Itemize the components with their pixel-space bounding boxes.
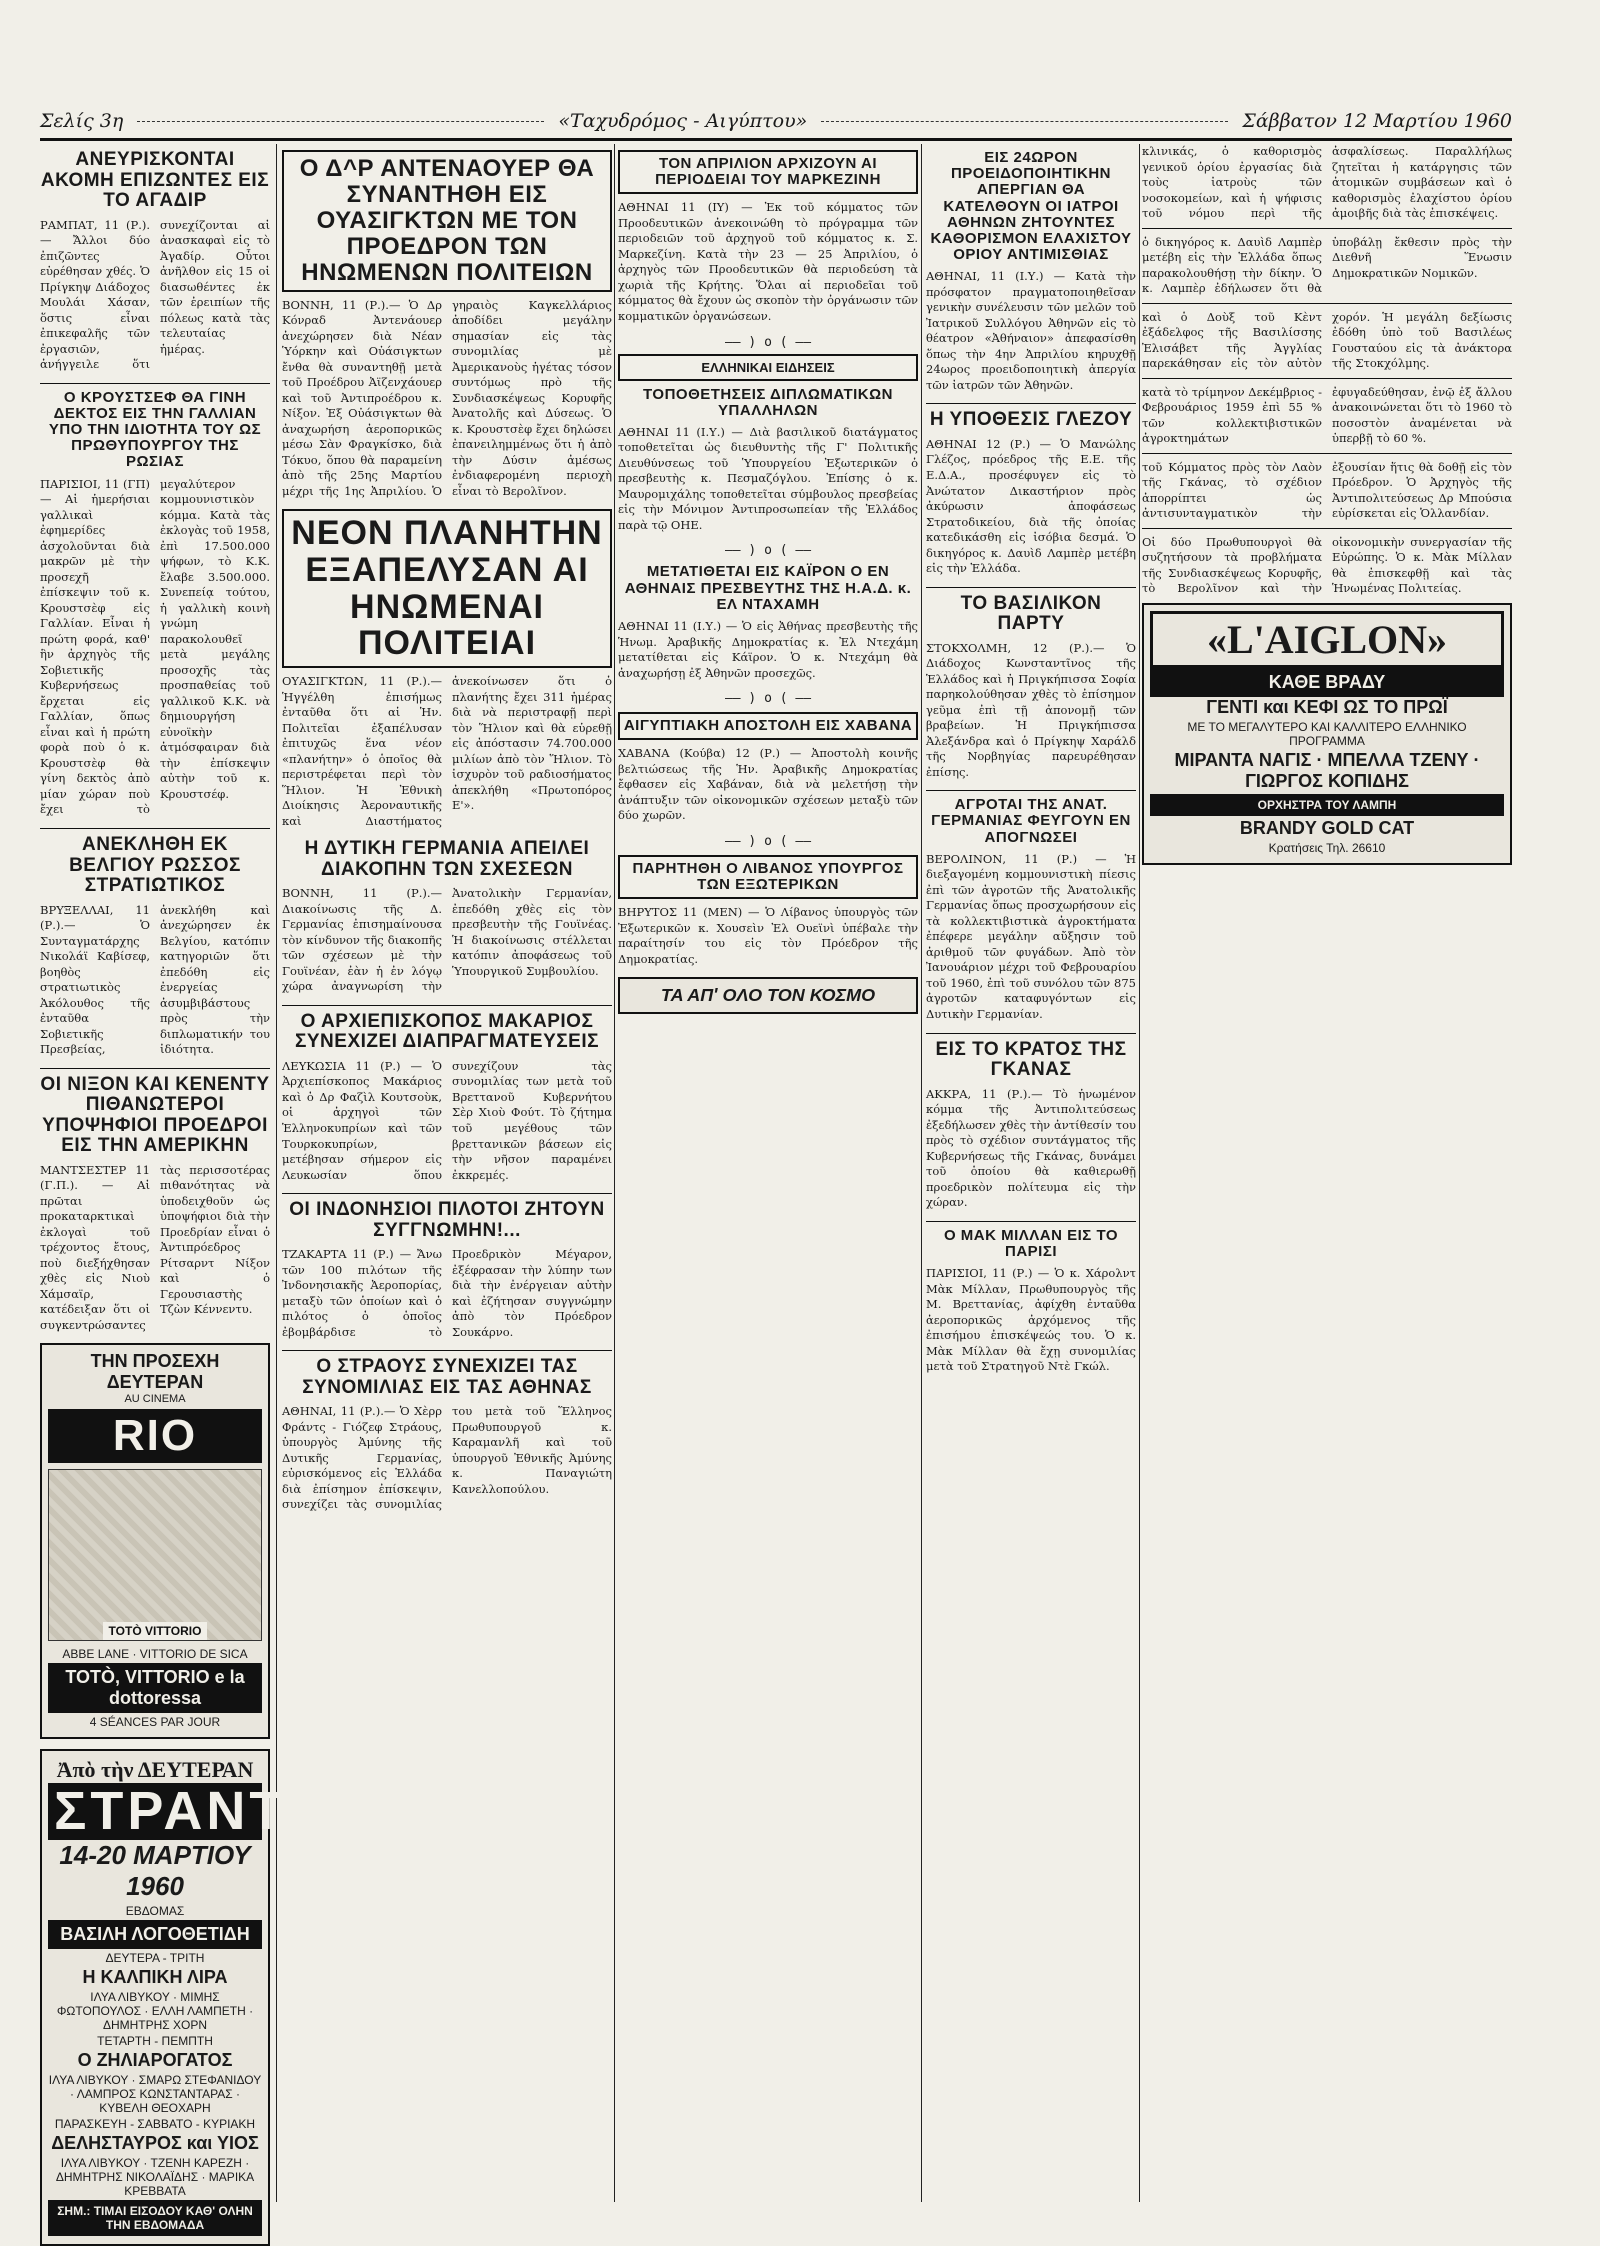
- article-body: ΒΕΡΟΛΙΝΟΝ, 11 (Ρ.) — Ἡ διεξαγομένη κομμουνιστικὴ πίεσις ἐπὶ τῶν ἀγροτῶν τῆς Ἀνατολικῆς Γερμανίας ὅπως προσχωρήσουν εἰς τὰ κολλεκτιβιστικὰ ἀγροκτήματα ἐπέφερε μεγάλην αὔξησιν τοῦ ἀριθμοῦ τῶν φυγάδων. Ἀπὸ τὸν Ἰανουάριον μέχρι τοῦ Φεβρουαρίου τοῦ 1960, ἐπὶ τοῦ συνόλου τῶν 875 ἀγροτῶν καταφυγόντων εἰς Δυτικὴν Γερμανίαν.: [926, 851, 1136, 1021]
- article-body: ΒΗΡΥΤΟΣ 11 (ΜΕΝ) — Ὁ Λίβανος ὑπουργὸς τῶν Ἐξωτερικῶν κ. Χουσεὶν Ἐλ Ουεϊνὶ ὑπέβαλε τὴν παραίτησίν του εἰς τὸν Πρόεδρον τῆς Δημοκρατίας.: [618, 905, 918, 966]
- ad-strand-cinema: [40, 1749, 287, 2246]
- headline: ΤΟΠΟΘΕΤΗΣΕΙΣ ΔΙΠΛΩΜΑΤΙΚΩΝ ΥΠΑΛΛΗΛΩΝ: [643, 385, 893, 419]
- schedule-day: ΤΕΤΑΡΤΗ - ΠΕΜΠΤΗ: [97, 2034, 213, 2049]
- article-macmillan: [926, 1228, 1136, 1375]
- headline: ΑΓΡΟΤΑΙ ΤΗΣ ΑΝΑΤ. ΓΕΡΜΑΝΙΑΣ ΦΕΥΓΟΥΝ ΕΝ ΑΠΟΓΝΩΣΕΙ: [931, 796, 1131, 846]
- column-3: [618, 144, 918, 2202]
- divider: [926, 790, 1136, 791]
- article-royal-party: [926, 594, 1136, 781]
- divider: [282, 1193, 612, 1194]
- article-body: ΧΑΒΑΝΑ (Κούβα) 12 (Ρ.) — Ἀποστολὴ κοινῆς βελτιώσεως τῆς Ἡν. Ἀραβικῆς Δημοκρατίας ἔφθασεν εἰς Χαβάναν, διὰ νὰ μελετήσῃ τὴν ἀνάπτυξιν τῶν οἰκονομικῶν σχέσεων μεταξὺ τῶν δύο χωρῶν.: [618, 746, 918, 823]
- reservations-phone: Κρατήσεις Τηλ. 26610: [1268, 840, 1386, 855]
- venue-name: «L'AIGLON»: [1150, 611, 1504, 668]
- ad-line: ΚΑΘΕ ΒΡΑΔΥ: [1150, 668, 1504, 697]
- performers: ΜΙΡΑΝΤΑ ΝΑΓΙΣ · ΜΠΕΛΛΑ ΤΖΕΝΥ · ΓΙΩΡΓΟΣ ΚΟΠΙΔΗΣ: [1174, 749, 1480, 791]
- separator: —— ) o ( ——: [724, 833, 812, 849]
- article-markezinis: [618, 150, 918, 325]
- headline: ΕΙΣ ΤΟ ΚΡΑΤΟΣ ΤΗΣ ΓΚΑΝΑΣ: [935, 1038, 1127, 1081]
- article-planet: [282, 509, 612, 829]
- ad-times: 4 SÉANCES PAR JOUR: [89, 1715, 221, 1730]
- column-2: [282, 144, 612, 2202]
- page-masthead: [40, 104, 1512, 141]
- article-body: ΡΑΜΠΑΤ, 11 (Ρ.).— Ἄλλοι δύο ἐπιζῶντες εὑρέθησαν χθές. Ὁ Πρίγκηψ Διάδοχος Μουλάι Χάσαν, ὅστις εἶναι ἐπικεφαλῆς τῶν ἐργασιῶν, ἀνήγγειλε ὅτι συνεχίζονται αἱ ἀνασκαφαὶ εἰς τὸ Ἀγαδίρ. Οὗτοι ἀνῆλθον εἰς 15 οἱ διασωθέντες ἐκ τῶν ἐρειπίων τῆς πόλεως κατὰ τὰς τελευταίας ἡμέρας.: [40, 217, 270, 372]
- column-4: [926, 144, 1136, 2202]
- page-number: Σελίς 3η: [40, 110, 124, 132]
- article-body: ΑΘΗΝΑΙ 12 (Ρ.) — Ὁ Μανώλης Γλέζος, πρόεδρος τῆς Ε.Ε. τῆς Ε.Δ.Α., προσέφυγεν εἰς τὸ Ἀνώτατον Δικαστήριον πρὸς ἀκύρωσιν ἀποφάσεως Στρατοδικείου, διὰ τῆς ὁποίας κατεδικάσθη εἰς ἰσόβια δεσμά. Ὁ δικηγόρος κ. Δαυὶδ Λαμπὲρ μετέβη εἰς τὴν Ἑλλάδα.: [926, 436, 1136, 576]
- separator: —— ) o ( ——: [724, 543, 812, 559]
- article-makarios: [282, 1012, 612, 1183]
- column-rule: [276, 144, 277, 2202]
- film-title: Η ΚΑΛΠΙΚΗ ΛΙΡΑ: [82, 1967, 228, 1988]
- headline: ΠΑΡΗΤΗΘΗ Ο ΛΙΒΑΝΟΣ ΥΠΟΥΡΓΟΣ ΤΩΝ ΕΞΩΤΕΡΙΚΩΝ: [618, 855, 918, 899]
- article-doctors-strike: [926, 150, 1136, 393]
- headline: Ο ΣΤΡΑΟΥΣ ΣΥΝΕΧΙΖΕΙ ΤΑΣ ΣΥΝΟΜΙΛΙΑΣ ΕΙΣ ΤΑΣ ΑΘΗΝΑΣ: [302, 1356, 592, 1398]
- film-cast: ΙΛΥΑ ΛΙΒΥΚΟΥ · ΤΖΕΝΗ ΚΑΡΕΖΗ · ΔΗΜΗΤΡΗΣ ΝΙΚΟΛΑΪΔΗΣ · ΜΑΡΙΚΑ ΚΡΕΒΒΑΤΑ: [55, 2156, 255, 2199]
- article-diplomats: [618, 387, 918, 534]
- column-rule: [614, 144, 615, 2202]
- headline: ΝΕΟΝ ΠΛΑΝΗΤΗΝ ΕΞΑΠΕΛΥΣΑΝ ΑΙ ΗΝΩΜΕΝΑΙ ΠΟΛΙΤΕΙΑΙ: [282, 509, 612, 668]
- divider: [926, 1221, 1136, 1222]
- divider: [282, 1350, 612, 1351]
- article-glezos: [926, 410, 1136, 576]
- film-cast: ΙΛΥΑ ΛΙΒΥΚΟΥ · ΣΜΑΡΩ ΣΤΕΦΑΝΙΔΟΥ · ΛΑΜΠΡΟΣ ΚΩΝΣΤΑΝΤΑΡΑΣ · ΚΥΒΕΛΗ ΘΕΟΧΑΡΗ: [48, 2073, 262, 2116]
- headline: ΑΝΕΥΡΙΣΚΟΝΤΑΙ ΑΚΟΜΗ ΕΠΙΖΩΝΤΕΣ ΕΙΣ ΤΟ ΑΓΑΔΙΡ: [40, 149, 270, 212]
- divider: [1142, 528, 1512, 529]
- film-cast: ΙΛΥΑ ΛΙΒΥΚΟΥ · ΜΙΜΗΣ ΦΩΤΟΠΟΥΛΟΣ · ΕΛΛΗ ΛΑΜΠΕΤΗ · ΔΗΜΗΤΡΗΣ ΧΟΡΝ: [56, 1990, 254, 2033]
- ad-line: ΓΕΝΤΙ και ΚΕΦΙ ΩΣ ΤΟ ΠΡΩΪ: [1206, 696, 1448, 717]
- article-west-germany: [282, 839, 612, 995]
- article-havana: [618, 712, 918, 824]
- film-title: ΔΕΛΗΣΤΑΥΡΟΣ και ΥΙΟΣ: [51, 2133, 259, 2154]
- headline: ΑΝΕΚΛΗΘΗ ΕΚ ΒΕΛΓΙΟΥ ΡΩΣΣΟΣ ΣΤΡΑΤΙΩΤΙΚΟΣ: [69, 833, 241, 897]
- article-body: ΣΤΟΚΧΟΛΜΗ, 12 (Ρ.).— Ὁ Διάδοχος Κωνσταντῖνος τῆς Ἑλλάδος καὶ ἡ Πριγκήπισσα Σοφία παρηκολούθησαν χθὲς τὸ ἐπίσημον γεῦμα ἐπὶ τῇ ἀπονομῇ τῶν βραβείων. Ἡ Πριγκήπισσα Ἀλεξάνδρα καὶ ὁ Πρίγκηψ Χαράλδ τῆς Νορβηγίας παρευρέθησαν ἐπίσης.: [926, 640, 1136, 779]
- headline: Ο ΚΡΟΥΣΤΣΕΦ ΘΑ ΓΙΝΗ ΔΕΚΤΟΣ ΕΙΣ ΤΗΝ ΓΑΛΛΙΑΝ ΥΠΟ ΤΗΝ ΙΔΙΟΤΗΤΑ ΤΟΥ ΩΣ ΠΡΩΘΥΠΟΥΡΓΟΥ ΤΗΣ ΡΩΣΙΑΣ: [48, 388, 262, 471]
- article-continuation: καὶ ὁ Δοὺξ τοῦ Κὲντ ἐξάδελφος τῆς Βασιλίσσης Ἐλισάβετ τῆς Ἀγγλίας παρεκάθησαν εἰς τὸν αὐτὸν χορόν. Ἡ μεγάλη δεξίωσις ἐδόθη ὑπὸ τοῦ Βασιλέως Γουσταύου εἰς τὰ ἀνάκτορα τῆς Στοκχόλμης.: [1142, 309, 1512, 371]
- divider: [40, 828, 270, 829]
- divider: [1142, 303, 1512, 304]
- cinema-name: ΣΤΡΑΝΤ: [48, 1783, 262, 1840]
- ad-aiglon: [1142, 603, 1512, 865]
- article-body: ΠΑΡΙΣΙΟΙ, 11 (ΓΠ) — Αἱ ἡμερήσιαι γαλλικαὶ ἐφημερίδες ἀσχολοῦνται διὰ μακρῶν μὲ τὴν προσεχῆ ἐπίσκεψιν τοῦ κ. Κρουστσὲφ εἰς Γαλλίαν. Εἶναι ἡ πρώτη φορά, καθ' ἣν ἀρχηγὸς τῆς Σοβιετικῆς Κυβερνήσεως ἔρχεται εἰς Γαλλίαν, ὅπως εἶναι καὶ ἡ πρώτη φορὰ ποὺ ὁ κ. Κρουστσὲφ θὰ γίνη δεκτὸς ἀπὸ μίαν χώραν ποὺ ἔχει τὸ μεγαλύτερον κομμουνιστικὸν κόμμα. Κατὰ τὰς ἐκλογὰς τοῦ 1958, ἐπὶ 17.500.000 ψήφων, τὸ Κ.Κ. ἔλαβε 3.500.000. Συνεπείᾳ τούτου, ἡ γαλλικὴ κοινὴ γνώμη παρακολουθεῖ μετὰ μεγάλης προσοχῆς τὰς προσπαθείας τοῦ γαλλικοῦ Κ.Κ. νὰ δημιουργήση εὐνοϊκὴν ἀτμόσφαιραν διὰ τὴν ἐπίσκεψιν αὐτὴν τοῦ κ. Κρουστσέφ.: [40, 476, 270, 817]
- ad-subline: AU CINEMA: [124, 1393, 186, 1406]
- ad-stars: ABBE LANE · VITTORIO DE SICA: [62, 1647, 248, 1662]
- article-indonesian-pilots: [282, 1200, 612, 1340]
- column-5: [1142, 144, 1512, 2202]
- film-title: Ο ΖΗΛΙΑΡΟΓΑΤΟΣ: [77, 2050, 233, 2071]
- divider: [282, 1005, 612, 1006]
- headline: ΟΙ ΝΙΞΟΝ ΚΑΙ ΚΕΝΕΝΤΥ ΠΙΘΑΝΩΤΕΡΟΙ ΥΠΟΨΗΦΙΟΙ ΠΡΟΕΔΡΟΙ ΕΙΣ ΤΗΝ ΑΜΕΡΙΚΗΝ: [40, 1073, 270, 1157]
- divider: [926, 403, 1136, 404]
- article-continuation: τοῦ Κόμματος πρὸς τὸν Λαὸν τῆς Γκάνας, τὸ σχέδιον ἀπορρίπτει ὡς ἀντισυνταγματικὸν τὴν ἐξουσίαν ἥτις θὰ δοθῇ εἰς τὸν Πρόεδρον. Ὁ Ἀρχηγὸς τῆς Ἀντιπολιτεύσεως Δρ Μπούσια εὑρίσκεται εἰς Ὁλλανδίαν.: [1142, 459, 1512, 521]
- masthead-rule: [137, 121, 544, 122]
- divider: [40, 383, 270, 384]
- headline: Η ΥΠΟΘΕΣΙΣ ΓΛΕΖΟΥ: [929, 409, 1133, 431]
- headline: ΑΙΓΥΠΤΙΑΚΗ ΑΠΟΣΤΟΛΗ ΕΙΣ ΧΑΒΑΝΑ: [618, 712, 918, 740]
- divider: [926, 1033, 1136, 1034]
- article-body: ΑΘΗΝΑΙ, 11 (Ρ.).— Ὁ Χὲρρ Φράντς - Γιόζεφ Στράους, ὑπουργὸς Ἀμύνης τῆς Δυτικῆς Γερμανίας, εὐρισκόμενος εἰς Ἑλλάδα διὰ ἐπίσημον ἐπίσκεψιν, συνεχίζει τὰς συνομιλίας του μετὰ τοῦ Ἕλληνος Πρωθυπουργοῦ κ. Καραμανλῆ καὶ τοῦ ὑπουργοῦ Ἐθνικῆς Ἀμύνης κ. Παναγιώτη Κανελλοπούλου.: [282, 1404, 612, 1512]
- article-strauss: [282, 1357, 612, 1513]
- article-body: ΛΕΥΚΩΣΙΑ 11 (Ρ.) — Ὁ Ἀρχιεπίσκοπος Μακάριος καὶ ὁ Δρ Φαζὶλ Κουτσοὺκ, οἱ ἀρχηγοὶ τῶν Ἑλληνοκυπρίων καὶ τῶν Τουρκοκυπρίων, μετέβησαν σήμερον εἰς Λευκωσίαν ὅπου συνεχίζουν τὰς συνομιλίας των μετὰ τοῦ Βρεττανοῦ Κυβερνήτου Σὲρ Χιοὺ Φούτ. Τὸ ζήτημα τοῦ μεγέθους τῶν βρεττανικῶν βάσεων εἰς τὴν νῆσον παραμένει ἐκκρεμές.: [282, 1058, 612, 1182]
- masthead-rule: [821, 121, 1228, 122]
- column-rule: [1139, 144, 1140, 2202]
- orchestra: ΟΡΧΗΣΤΡΑ ΤΟΥ ΛΑΜΠΗ: [1150, 794, 1504, 816]
- issue-date: Σάββατον 12 Μαρτίου 1960: [1242, 110, 1513, 132]
- separator: —— ) o ( ——: [724, 334, 812, 350]
- article-continuation: ὁ δικηγόρος κ. Δαυὶδ Λαμπὲρ μετέβη εἰς τὴν Ἑλλάδα ὅπως παρακολουθήσῃ τὴν δίκην. Ὁ κ. Λαμπὲρ ἐδήλωσεν ὅτι θὰ ὑποβάλῃ ἔκθεσιν πρὸς τὴν Διεθνῆ Ἕνωσιν Δημοκρατικῶν Νομικῶν.: [1142, 234, 1512, 296]
- article-continuation: κλινικάς, ὁ καθορισμὸς γενικοῦ ὁρίου ἐργασίας διὰ τοὺς ἰατροὺς τῶν νοσοκομείων, καὶ ἡ ψήφισις τοῦ νόμου περὶ τῆς ἀσφαλίσεως. Παραλλήλως ζητεῖται ἡ κατάργησις τῶν ἀτομικῶν συμβάσεων καὶ ὁ καθορισμὸς ἐλαχίστου ὁρίου ἀμοιβῆς διὰ τὰς ἐπισκέψεις.: [1142, 144, 1512, 221]
- article-adenauer: [282, 150, 612, 499]
- actor-name: ΒΑΣΙΛΗ ΛΟΓΟΘΕΤΙΔΗ: [48, 1920, 262, 1949]
- section-kicker: ΕΛΛΗΝΙΚΑΙ ΕΙΔΗΣΕΙΣ: [618, 354, 918, 381]
- article-continuation: Οἱ δύο Πρωθυπουργοὶ θὰ συζητήσουν τὰ προβλήματα τῆς Συνδιασκέψεως Κορυφῆς, τὸ Βερολῖνον καὶ τὴν οἰκονομικὴν συνεργασίαν τῆς Εὐρώπης. Ὁ κ. Μὰκ Μίλλαν θὰ ἐπισκεφθῇ καὶ τὰς Ἡνωμένας Πολιτείας.: [1142, 534, 1512, 596]
- article-belgium: [40, 835, 270, 1058]
- headline: Ο ΑΡΧΙΕΠΙΣΚΟΠΟΣ ΜΑΚΑΡΙΟΣ ΣΥΝΕΧΙΖΕΙ ΔΙΑΠΡΑΓΜΑΤΕΥΣΕΙΣ: [294, 1010, 599, 1053]
- headline: ΟΙ ΙΝΔΟΝΗΣΙΟΙ ΠΙΛΟΤΟΙ ΖΗΤΟΥΝ ΣΥΓΓΝΩΜΗΝ!...: [289, 1199, 605, 1241]
- divider: [1142, 453, 1512, 454]
- divider: [1142, 378, 1512, 379]
- article-lebanon: [618, 855, 918, 967]
- article-body: ΜΑΝΤΣΕΣΤΕΡ 11 (Γ.Π.). — Αἱ πρῶται προκαταρκτικαὶ ἐκλογαὶ τοῦ τρέχοντος ἔτους, ποὺ διεξήχθησαν χθὲς εἰς Νιοὺ Χάμσαϊρ, κατέδειξαν ὅτι οἱ συγκεντρώσαντες τὰς περισσοτέρας πιθανότητας νὰ ὑποδειχθοῦν ὡς ὑποψήφιοι διὰ τὴν Προεδρίαν εἶναι ὁ Ἀντιπρόεδρος Ρίτσαρντ Νίξον καὶ ὁ Γερουσιαστὴς Τζὼν Κέννεντυ.: [40, 1162, 270, 1332]
- newspaper-title: «Ταχυδρόμος - Αιγύπτου»: [558, 110, 808, 132]
- article-body: ΑΘΗΝΑΙ, 11 (Ι.Υ.) — Κατὰ τὴν πρόσφατον πραγματοποιηθεῖσαν γενικὴν συνέλευσιν τῶν μελῶν τοῦ Ἰατρικοῦ Συλλόγου Ἀθηνῶν εἰς τὸ θέατρον «Ἀθήναιον» ἀπεφασίσθη ὅπως τὴν 4ην Ἀπριλίου κηρυχθῇ 24ωρος προειδοποιητικὴ ἀπεργία τῶν ἰατρῶν τῶν Ἀθηνῶν.: [926, 269, 1136, 392]
- ad-note: ΣΗΜ.: ΤΙΜΑΙ ΕΙΣΟΔΟΥ ΚΑΘ' ΟΛΗΝ ΤΗΝ ΕΒΔΟΜΑΔΑ: [48, 2200, 262, 2236]
- article-body: ΑΚΚΡΑ, 11 (Ρ.).— Τὸ ἡνωμένον κόμμα τῆς Ἀντιπολιτεύσεως ἐξεδήλωσεν χθὲς τὴν ἀντίθεσίν του πρὸς τὸ σχέδιον συντάγματος τῆς Κυβερνήσεως τῆς Γκάνας, δυνάμει τοῦ ὁποίου θὰ καθιερωθῇ προεδρικὸν πολίτευμα εἰς τὴν χώραν.: [926, 1086, 1136, 1210]
- ad-world-news: [618, 977, 918, 1014]
- article-body: ΑΘΗΝΑΙ 11 (Ι.Υ.) — Διὰ βασιλικοῦ διατάγματος τοποθετεῖται ὡς διευθυντὴς τῆς Γ' Πολιτικῆς Διευθύνσεως τοῦ Ὑπουργείου Ἐξωτερικῶν ὁ πρεσβευτὴς κ. Πεσμαζόγλου. Ἐπίσης ὁ κ. Μαυρομιχάλης τοποθετεῖται σύμβουλος πρεσβείας εἰς τὴν Μόνιμον Ἀντιπροσωπείαν τῆς Ἑλλάδος παρὰ τῷ ΟΗΕ.: [618, 424, 918, 532]
- headline: Ο ΜΑΚ ΜΙΛΛΑΝ ΕΙΣ ΤΟ ΠΑΡΙΣΙ: [943, 1226, 1119, 1260]
- cinema-name: RIO: [48, 1409, 262, 1463]
- headline: Η ΔΥΤΙΚΗ ΓΕΡΜΑΝΙΑ ΑΠΕΙΛΕΙ ΔΙΑΚΟΠΗΝ ΤΩΝ ΣΧΕΣΕΩΝ: [304, 838, 590, 880]
- separator: —— ) o ( ——: [724, 691, 812, 707]
- article-body: ΒΡΥΞΕΛΛΑΙ, 11 (Ρ.).— Ὁ Συνταγματάρχης Νικολάϊ Καβίσεφ, βοηθὸς στρατιωτικὸς Ἀκόλουθος τῆς ἐνταῦθα Σοβιετικῆς Πρεσβείας, ἀνεκλήθη καὶ ἀνεχώρησεν ἐκ Βελγίου, κατόπιν κατηγοριῶν ὅτι ἐπεδόθη εἰς ἐνεργείας ἀσυμβιβάστους πρὸς τὴν διπλωματικήν του ἰδιότητα.: [40, 902, 270, 1057]
- article-body: ΟΥΑΣΙΓΚΤΩΝ, 11 (Ρ.).— Ἡγγέλθη ἐπισήμως ἐνταῦθα ὅτι αἱ Ἡν. Πολιτεῖαι ἐξαπέλυσαν ἐπιτυχῶς ἕνα νέον «πλανήτην» ὁ ὁποῖος θὰ περιστρέφεται περὶ τὸν Ἥλιον. Ἡ Ἐθνικὴ Διοίκησις Ἀεροναυτικῆς καὶ Διαστήματος ἀνεκοίνωσεν ὅτι ὁ πλανήτης ἔχει 311 ἡμέρας διὰ νὰ περιστραφῇ περὶ τὸν Ἥλιον καὶ θὰ εὑρεθῇ εἰς ἀπόστασιν 74.700.000 μιλίων ἀπὸ τὸν Ἥλιον. Τὸ ἰσχυρὸν τοῦ ραδιοσήματος ἀπεκλήθη «Πρωτοπόρος Ε'».: [282, 674, 612, 828]
- headline: ΜΕΤΑΤΙΘΕΤΑΙ ΕΙΣ ΚΑΪΡΟΝ Ο ΕΝ ΑΘΗΝΑΙΣ ΠΡΕΣΒΕΥΤΗΣ ΤΗΣ Η.Α.Δ. κ. ΕΛ ΝΤΑΧΑΜΗ: [624, 563, 912, 613]
- headline: ΕΙΣ 24ΩΡΟΝ ΠΡΟΕΙΔΟΠΟΙΗΤΙΚΗΝ ΑΠΕΡΓΙΑΝ ΘΑ ΚΑΤΕΛΘΟΥΝ ΟΙ ΙΑΤΡΟΙ ΑΘΗΝΩΝ ΖΗΤΟΥΝΤΕΣ ΚΑΘΟΡΙΣΜΟΝ ΕΛΑΧΙΣΤΟΥ ΟΡΙΟΥ ΑΝΤΙΜΙΣΘΙΑΣ: [930, 149, 1132, 264]
- article-body: ΑΘΗΝΑΙ 11 (ΙΥ) — Ἐκ τοῦ κόμματος τῶν Προοδευτικῶν ἀνεκοινώθη τὸ πρόγραμμα τῶν περιοδειῶν τοῦ ἀρχηγοῦ τοῦ κόμματος κ. Σ. Μαρκεζίνη. Κατὰ τὴν 23 — 25 Ἀπριλίου, ὁ ἀρχηγὸς τῶν Προοδευτικῶν θὰ περιοδεύση τὰ χωριὰ τῆς Κρήτης. Ὅλαι αἱ περιοδεῖαι τοῦ κόμματος θὰ ἔχουν ὡς σκοπὸν τὴν ὀργάνωσιν τῶν κομματικῶν ὀργανώσεων.: [618, 200, 918, 323]
- film-poster-illustration: TOTÒ VITTORIO: [48, 1469, 262, 1641]
- schedule-day: ΔΕΥΤΕΡΑ - ΤΡΙΤΗ: [105, 1951, 205, 1966]
- headline: ΤΟ ΒΑΣΙΛΙΚΟΝ ΠΑΡΤΥ: [960, 592, 1102, 635]
- divider: [926, 587, 1136, 588]
- article-ambassador: [618, 564, 918, 681]
- brandy-ad: BRANDY GOLD CAT: [1239, 817, 1415, 838]
- article-agadir: [40, 150, 270, 373]
- schedule-day: ΠΑΡΑΣΚΕΥΗ - ΣΑΒΒΑΤΟ - ΚΥΡΙΑΚΗ: [54, 2117, 256, 2132]
- divider: [1142, 228, 1512, 229]
- column-rule: [921, 144, 922, 2202]
- article-east-german-farmers: [926, 797, 1136, 1022]
- article-khrushchev: [40, 390, 270, 818]
- ad-headline: ΤΗΝ ΠΡΟΣΕΧΗ ΔΕΥΤΕΡΑΝ: [90, 1351, 220, 1393]
- article-body: ΠΑΡΙΣΙΟΙ, 11 (Ρ.) — Ὁ κ. Χάρολντ Μὰκ Μίλλαν, Πρωθυπουργὸς τῆς Μ. Βρεττανίας, ἀφίχθη ἐνταῦθα ἀεροπορικῶς ἀρχόμενος τῆς ἐπισήμου ἐπισκέψεώς του. Ὁ κ. Μὰκ Μίλλαν θὰ ἔχῃ συνομιλίας μετὰ τοῦ Στρατηγοῦ Ντὲ Γκώλ.: [926, 1266, 1136, 1374]
- ad-week: ΕΒΔΟΜΑΣ: [125, 1904, 185, 1919]
- ad-headline: Ἀπὸ τὴν ΔΕΥΤΕΡΑΝ: [56, 1757, 254, 1783]
- film-title: TOTÒ, VITTORIO e la dottoressa: [48, 1663, 262, 1713]
- headline: ΤΟΝ ΑΠΡΙΛΙΟΝ ΑΡΧΙΖΟΥΝ ΑΙ ΠΕΡΙΟΔΕΙΑΙ ΤΟΥ ΜΑΡΚΕΖΙΝΗ: [618, 150, 918, 194]
- article-continuation: κατὰ τὸ τρίμηνον Δεκέμβριος - Φεβρουάριος 1959 ἐπὶ 55 % τῶν κολλεκτιβιστικῶν ἀγροκτημάτων ἐφυγαδεύθησαν, ἐνῷ ἐξ ἄλλου ἀνακοινώνεται ὅτι τὸ 1960 τὸ ποσοστὸν ἀναμένεται νὰ ὑπερβῇ τὸ 60 %.: [1142, 384, 1512, 446]
- divider: [40, 1068, 270, 1069]
- article-body: ΤΖΑΚΑΡΤΑ 11 (Ρ.) — Ἄνω τῶν 100 πιλότων τῆς Ἰνδονησιακῆς Ἀεροπορίας, μεταξὺ τῶν ὁποίων καὶ ὁ πιλότος ὁ ὁποῖος ἐβομβάρδισε τὸ Προεδρικὸν Μέγαρον, ἐξέφρασαν τὴν λύπην των διὰ τὴν ἐνέργειαν αὐτὴν καὶ ἐζήτησαν συγγνώμην ἀπὸ τὸν Πρόεδρον Σουκάρνο.: [282, 1247, 612, 1339]
- ad-dates: 14-20 ΜΑΡΤΙΟΥ 1960: [59, 1840, 251, 1902]
- column-1: [40, 144, 287, 2233]
- article-ghana: [926, 1040, 1136, 1211]
- ad-line: ΜΕ ΤΟ ΜΕΓΑΛΥΤΕΡΟ ΚΑΙ ΚΑΛΛΙΤΕΡΟ ΕΛΛΗΝΙΚΟ ΠΡΟΓΡΑΜΜΑ: [1187, 719, 1467, 748]
- headline: Ο Δ^Ρ ΑΝΤΕΝΑΟΥΕΡ ΘΑ ΣΥΝΑΝΤΗΘΗ ΕΙΣ ΟΥΑΣΙΓΚΤΩΝ ΜΕ ΤΟΝ ΠΡΟΕΔΡΟΝ ΤΩΝ ΗΝΩΜΕΝΩΝ ΠΟΛΙΤΕΙΩΝ: [282, 150, 612, 292]
- article-body: ΒΟΝΝΗ, 11 (Ρ.).— Διακοίνωσις τῆς Δ. Γερμανίας ἐπισημαίνουσα τὸν κίνδυνον τῆς διακοπῆς τῶν σχέσεων μὲ τὴν Γουϊνέαν, ἐὰν ἡ ἐν λόγῳ χώρα ἀναγνωρίση τὴν Ἀνατολικὴν Γερμανίαν, ἐπεδόθη χθὲς εἰς τὸν πρεσβευτὴν τῆς Γουϊνέας. Ἡ διακοίνωσις στέλλεται κατόπιν ἀποφάσεως τοῦ Ὑπουργικοῦ Συμβουλίου.: [282, 886, 612, 994]
- article-body: ΒΟΝΝΗ, 11 (Ρ.).— Ὁ Δρ Κόνραδ Ἀντενάουερ ἀνεχώρησεν διὰ Νέαν Ὑόρκην καὶ Οὐάσιγκτων ἔνθα θὰ συναντηθῇ μετὰ τοῦ Προέδρου Ἀϊζενχάουερ καὶ τοῦ Ἀντιπροέδρου κ. Νίξον. Ἐξ Οὐάσιγκτων θὰ ἀναχωρήση ἀεροπορικῶς μέσω Σὰν Φραγκίσκο, διὰ Τόκυο, ὅπου θὰ παραμείνη ἀπὸ τῆς 25ης Μαρτίου μέχρι τῆς 1ης Ἀπριλίου. Ὁ γηραιὸς Καγκελλάριος ἀποδίδει μεγάλην σημασίαν εἰς τὰς συνομιλίας μὲ Ἀμερικανοὺς ἡγέτας τόσον συντόμως πρὸ τῆς Συνδιασκέψεως Κορυφῆς Ἀνατολῆς καὶ Δύσεως. Ὁ κ. Κρουστσὲφ ἔχει δηλώσει ἐπανειλημμένως ὅτι ἡ ἀπὸ τὴν Δύσιν ἀμέσως ἐνδιαφερομένη περιοχὴ εἶναι τὸ Βερολῖνον.: [282, 297, 612, 498]
- article-nixon-kennedy: [40, 1075, 270, 1334]
- ad-label: ΤΑ ΑΠ' ΟΛΟ ΤΟΝ ΚΟΣΜΟ: [660, 985, 876, 1006]
- ad-rio-cinema: [40, 1343, 270, 1739]
- article-body: ΑΘΗΝΑΙ 11 (Ι.Υ.) — Ὁ εἰς Ἀθήνας πρεσβευτὴς τῆς Ἡνωμ. Ἀραβικῆς Δημοκρατίας κ. Ἐλ Ντεχάμη μετατίθεται εἰς Κάϊρον. Ὁ κ. Ντεχάμη θὰ ἀναχωρήσῃ ἐξ Ἀθηνῶν προσεχῶς.: [618, 619, 918, 680]
